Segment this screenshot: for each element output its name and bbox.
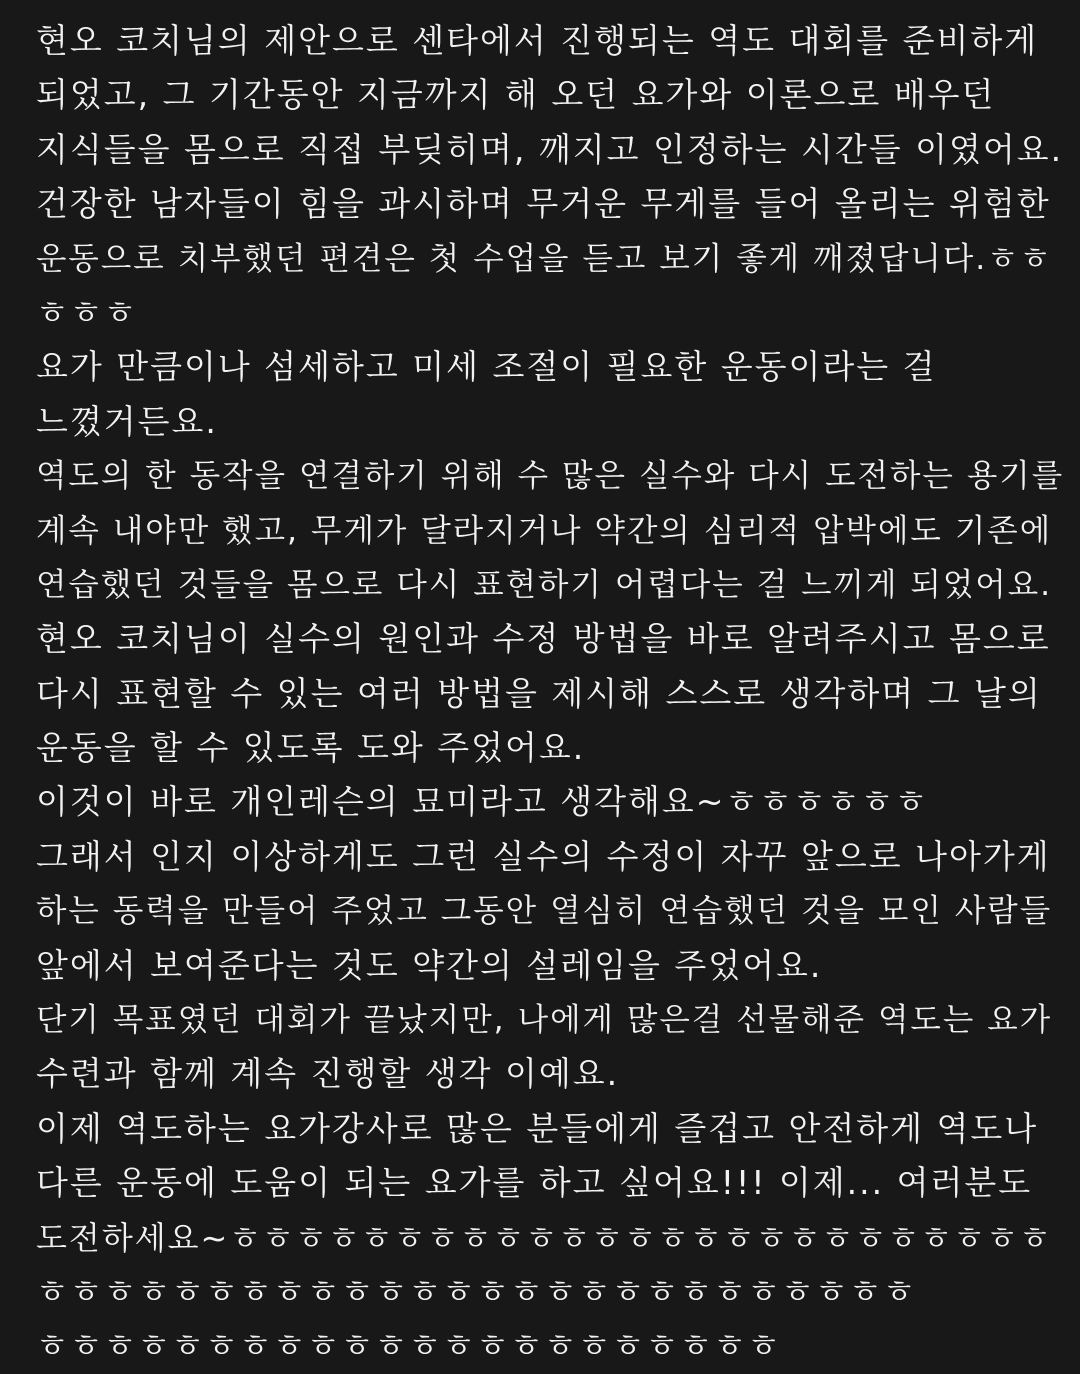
text-line: 현오 코치님의 제안으로 센타에서 진행되는 역도 대회를 준비하게 [36, 21, 1039, 60]
text-line: 건장한 남자들이 힘을 과시하며 무거운 무게를 들어 올리는 위험한 [36, 184, 1051, 224]
text-line: 도전하세요~ㅎㅎㅎㅎㅎㅎㅎㅎㅎㅎㅎㅎㅎㅎㅎㅎㅎㅎㅎㅎㅎㅎㅎㅎㅎ [36, 1218, 1053, 1257]
text-line: 다시 표현할 수 있는 여러 방법을 제시해 스스로 생각하며 그 날의 [36, 673, 1042, 713]
text-line: 계속 내야만 했고, 무게가 달라지거나 약간의 심리적 압박에도 기존에 [36, 512, 1053, 549]
text-line: 연습했던 것들을 몸으로 다시 표현하기 어렵다는 걸 느끼게 되었어요. [36, 566, 1053, 603]
text-line: ㅎㅎㅎㅎㅎㅎㅎㅎㅎㅎㅎㅎㅎㅎㅎㅎㅎㅎㅎㅎㅎㅎ [36, 1326, 782, 1366]
text-line: 지식들을 몸으로 직접 부딪히며, 깨지고 인정하는 시간들 이였어요. [36, 129, 1064, 169]
text-line: 이제 역도하는 요가강사로 많은 분들에게 즐겁고 안전하게 역도나 [36, 1108, 1039, 1148]
text-line: 요가 만큼이나 섬세하고 미세 조절이 필요한 운동이라는 걸 [36, 347, 937, 387]
text-line: 운동을 할 수 있도록 도와 주었어요. [36, 728, 586, 768]
text-line: ㅎㅎㅎㅎㅎㅎㅎㅎㅎㅎㅎㅎㅎㅎㅎㅎㅎㅎㅎㅎㅎㅎㅎㅎㅎㅎ [36, 1271, 917, 1311]
text-line: 단기 목표였던 대회가 끝났지만, 나에게 많은걸 선물해준 역도는 요가 [36, 1002, 1053, 1039]
text-line: 하는 동력을 만들어 주었고 그동안 열심히 연습했던 것을 모인 사람들 [36, 893, 1053, 930]
text-line: ㅎㅎㅎ [36, 292, 138, 332]
text-line: 그래서 인지 이상하게도 그런 실수의 수정이 자꾸 앞으로 나아가게 [36, 836, 1051, 876]
text-line: 이것이 바로 개인레슨의 묘미라고 생각해요~ㅎㅎㅎㅎㅎㅎ [36, 782, 929, 822]
text-line: 되었고, 그 기간동안 지금까지 해 오던 요가와 이론으로 배우던 [36, 75, 996, 115]
text-line: 운동으로 치부했던 편견은 첫 수업을 듣고 보기 좋게 깨졌답니다.ㅎㅎ [36, 240, 1053, 277]
text-line: 현오 코치님이 실수의 원인과 수정 방법을 바로 알려주시고 몸으로 [36, 619, 1051, 659]
text-line: 느꼈거든요. [36, 401, 218, 441]
text-line: 역도의 한 동작을 연결하기 위해 수 많은 실수와 다시 도전하는 용기를 [36, 458, 1065, 495]
text-line: 수련과 함께 계속 진행할 생각 이예요. [36, 1054, 620, 1094]
text-line: 다른 운동에 도움이 되는 요가를 하고 싶어요!!! 이제... 여러분도 [36, 1163, 1033, 1203]
text-line: 앞에서 보여준다는 것도 약간의 설레임을 주었어요. [36, 945, 823, 985]
